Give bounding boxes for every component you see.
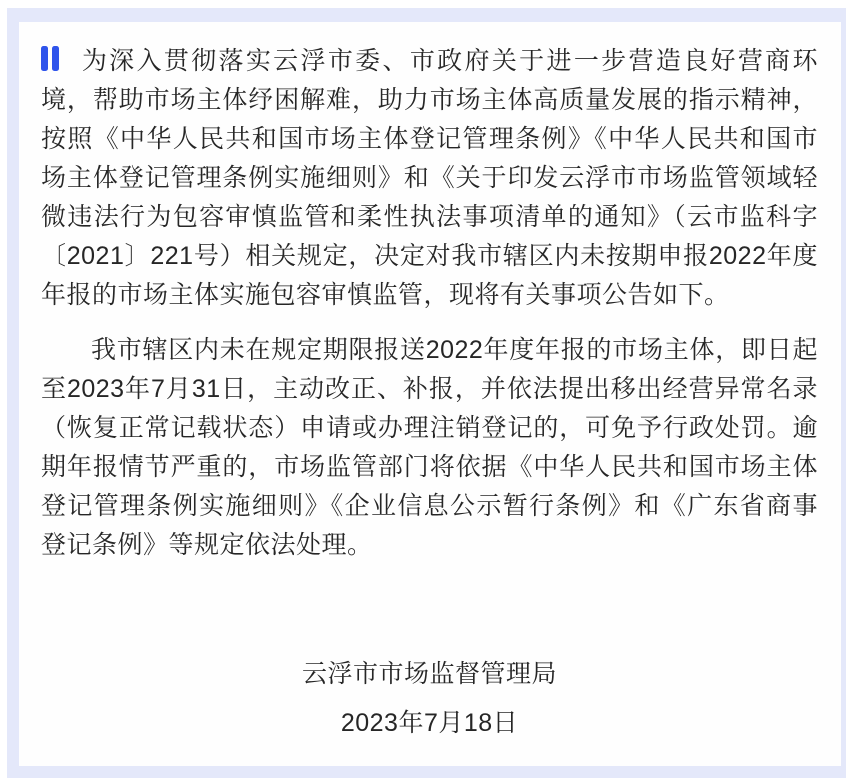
signature-org: 云浮市市场监督管理局 [301, 660, 557, 688]
paragraph-1 [41, 42, 818, 315]
announcement-body [19, 22, 841, 743]
announcement-panel [7, 8, 846, 778]
double-bar-quote-icon [41, 46, 48, 71]
announcement-card [19, 22, 841, 766]
paragraph-2: 我市辖区内未在规定期限报送2022年度年报的市场主体，即日起至2023年7月31日，主动改正、补报，并依法提出移出经营异常名录（恢复正常记载状态）申请或办理注销登记的，可免予行政处罚。逾期年报情节严重的，市场监管部门将依据《中华人民共和国市场主体登记管理条例实施细则》《企业信息公示暂行条例》和《广东省商事登记条例》等规定依法处理。 [41, 336, 818, 559]
signature-date: 2023年7月18日 [340, 709, 519, 737]
paragraph-1-text: 为深入贯彻落实云浮市委、市政府关于进一步营造良好营商环境，帮助市场主体纾困解难，助力市场主体高质量发展的指示精神，按照《中华人民共和国市场主体登记管理条例》《中华人民共和国市场主体登记管理条例实施细则》和《关于印发云浮市市场监管领域轻微违法行为包容审慎监管和柔性执法事项清单的通知》（云市监科字〔2021〕221号）相关规定，决定对我市辖区内未按期申报2022年度年报的市场主体实施包容审慎监管，现将有关事项公告如下。 [41, 47, 818, 309]
